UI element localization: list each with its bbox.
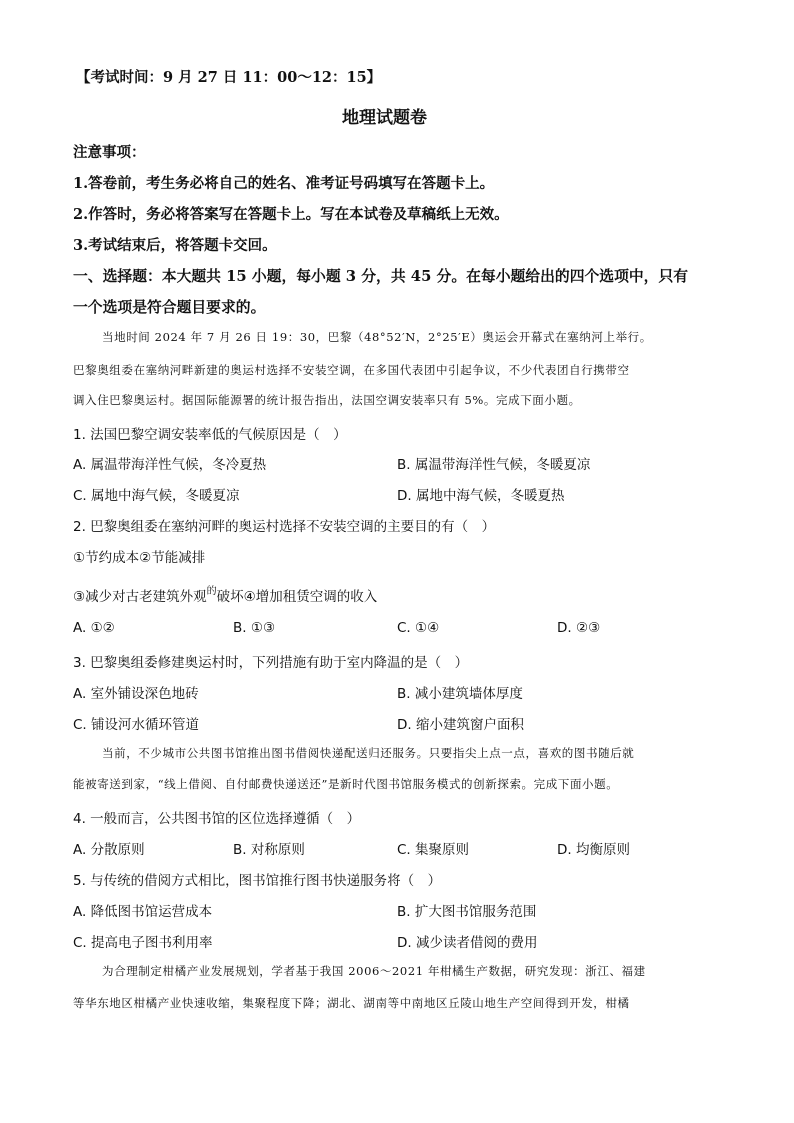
question-3-option-a: A. 室外铺设深色地砖 <box>73 686 199 702</box>
exam-time: 【考试时间：9 月 27 日 11：00～12：15】 <box>76 69 382 86</box>
question-3-option-c: C. 铺设河水循环管道 <box>73 717 200 733</box>
question-1-option-a: A. 属温带海洋性气候，冬冷夏热 <box>73 457 267 473</box>
question-1-option-d: D. 属地中海气候，冬暖夏热 <box>397 488 565 504</box>
page-title: 地理试题卷 <box>342 108 427 128</box>
question-4-stem: 4. 一般而言，公共图书馆的区位选择遵循（ ） <box>73 811 361 827</box>
question-2-statements-line-1: ①节约成本②节能减排 <box>73 550 206 566</box>
question-4-option-b: B. 对称原则 <box>233 842 305 858</box>
passage-1-line-2: 巴黎奥组委在塞纳河畔新建的奥运村选择不安装空调，在多国代表团中引起争议，不少代表团自行携带空 <box>73 363 630 377</box>
question-2-statement-part-1: ③减少对古老建筑外观 <box>73 589 207 605</box>
question-2-option-a: A. ①② <box>73 620 115 636</box>
passage-3-line-2: 等华东地区柑橘产业快速收缩，集聚程度下降；湖北、湖南等中南地区丘陵山地生产空间得到开发，柑橘 <box>73 996 630 1010</box>
note-item-1: 1.答卷前，考生务必将自己的姓名、准考证号码填写在答题卡上。 <box>73 175 495 192</box>
question-5-option-c: C. 提高电子图书利用率 <box>73 935 213 951</box>
question-4-option-a: A. 分散原则 <box>73 842 145 858</box>
question-2-option-d: D. ②③ <box>557 620 601 636</box>
question-5-option-a: A. 降低图书馆运营成本 <box>73 904 213 920</box>
passage-2-line-2: 能被寄送到家，“线上借阅、自付邮费快递送还”是新时代图书馆服务模式的创新探索。完成下面小题。 <box>73 777 619 791</box>
question-2-statement-small-char: 的 <box>206 586 217 597</box>
passage-2-line-1: 当前，不少城市公共图书馆推出图书借阅快递配送归还服务。只要指尖上点一点，喜欢的图书随后就 <box>102 746 635 760</box>
question-3-stem: 3. 巴黎奥组委修建奥运村时，下列措施有助于室内降温的是（ ） <box>73 655 469 671</box>
question-3-option-d: D. 缩小建筑窗户面积 <box>397 717 524 733</box>
question-3-option-b: B. 减小建筑墙体厚度 <box>397 686 523 702</box>
question-1-stem: 1. 法国巴黎空调安装率低的气候原因是（ ） <box>73 427 347 443</box>
notes-heading: 注意事项： <box>73 144 146 161</box>
question-1-option-b: B. 属温带海洋性气候，冬暖夏凉 <box>397 457 591 473</box>
question-1-option-c: C. 属地中海气候，冬暖夏凉 <box>73 488 240 504</box>
question-4-option-c: C. 集聚原则 <box>397 842 470 858</box>
passage-3-line-1: 为合理制定柑橘产业发展规划，学者基于我国 2006～2021 年柑橘生产数据，研究发现：浙江、福建 <box>102 964 646 978</box>
question-2-option-c: C. ①④ <box>397 620 440 636</box>
question-4-option-d: D. 均衡原则 <box>557 842 630 858</box>
passage-1-line-1: 当地时间 2024 年 7 月 26 日 19：30，巴黎（48°52′N，2°25′E）奥运会开幕式在塞纳河上举行。 <box>102 330 652 344</box>
question-2-statement-part-2: 破坏④增加租赁空调的收入 <box>216 589 378 605</box>
note-item-3: 3.考试结束后，将答题卡交回。 <box>73 237 277 254</box>
question-2-option-b: B. ①③ <box>233 620 276 636</box>
question-5-stem: 5. 与传统的借阅方式相比，图书馆推行图书快递服务将（ ） <box>73 873 442 889</box>
question-2-statements-line-2 <box>73 585 377 605</box>
passage-1-line-3: 调入住巴黎奥运村。据国际能源署的统计报告指出，法国空调安装率只有 5%。完成下面小题。 <box>73 393 581 407</box>
note-item-2: 2.作答时，务必将答案写在答题卡上。写在本试卷及草稿纸上无效。 <box>73 206 509 223</box>
question-5-option-d: D. 减少读者借阅的费用 <box>397 935 538 951</box>
section-heading-line-2: 一个选项是符合题目要求的。 <box>73 299 266 316</box>
question-2-stem: 2. 巴黎奥组委在塞纳河畔的奥运村选择不安装空调的主要目的有（ ） <box>73 519 496 535</box>
question-5-option-b: B. 扩大图书馆服务范围 <box>397 904 537 920</box>
section-heading-line-1: 一、选择题：本大题共 15 小题，每小题 3 分，共 45 分。在每小题给出的四个选项中，只有 <box>73 268 689 285</box>
